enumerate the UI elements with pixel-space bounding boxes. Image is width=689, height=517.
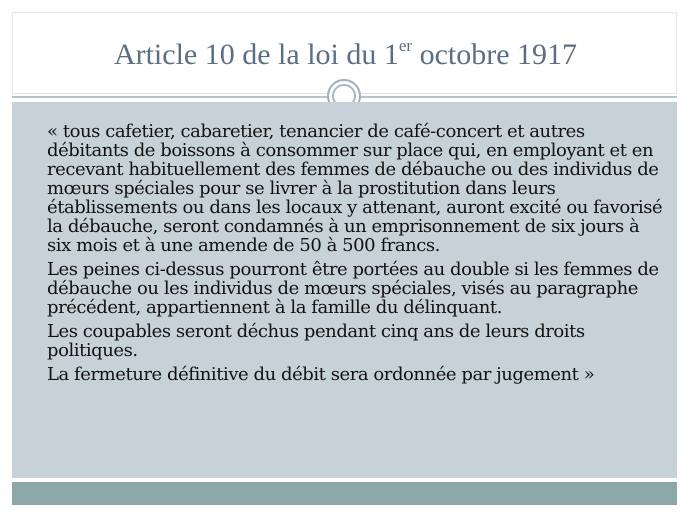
article-paragraph-3: Les coupables seront déchus pendant cinq ans de leurs droits politiques.: [47, 321, 585, 361]
slide-title: [13, 37, 678, 73]
article-paragraph-4: La fermeture définitive du débit sera ordonnée par jugement »: [47, 364, 595, 385]
article-text: [47, 122, 667, 389]
slide-title-tail: octobre 1917: [412, 38, 578, 71]
article-paragraph-1: « tous cafetier, cabaretier, tenancier de café-concert et autres débitants de boissons à consommer sur place qui, en employant et en recevant habituellement des femmes de débauche ou des individus de mœurs spéciales pour se livrer à la prostitution dans leurs établissements ou dans les locaux y attenant, auront excité ou favorisé la débauche, seront condamnés à un emprisonnement de six jours à six mois et à une amende de 50 à 500 francs.: [47, 121, 663, 256]
slide-title-main: Article 10 de la loi du 1: [113, 38, 399, 71]
slide-title-superscript: er: [398, 36, 413, 55]
footer-bar: [12, 482, 677, 505]
article-paragraph-2: Les peines ci-dessus pourront être portées au double si les femmes de débauche ou les individus de mœurs spéciales, visés au paragraphe précédent, appartiennent à la famille du délinquant.: [47, 259, 659, 318]
content-panel: [12, 102, 677, 478]
